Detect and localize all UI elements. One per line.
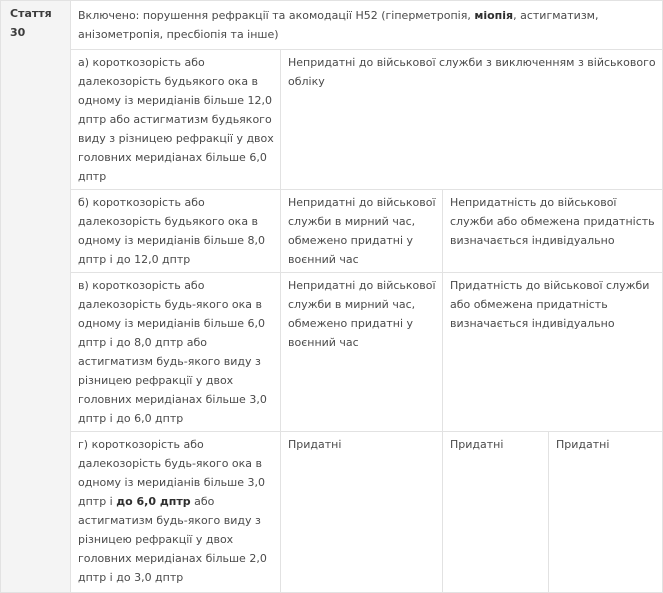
verdict-b-2: Непридатність до військової служби або обмежена придатність визначається індивідуально — [443, 190, 663, 273]
criterion-b: б) короткозорість або далекозорість будьякого ока в одному із меридіанів більше 8,0 дптр і до 12,0 дптр — [71, 190, 281, 273]
criterion-d-suffix: або астигматизм будь-якого виду з різницею рефракції у двох головних меридіанах більше 2,0 дптр і до 3,0 дптр — [78, 495, 267, 584]
intro-suffix: , астигматизм, анізометропія, пресбіопія та інше) — [78, 9, 599, 41]
verdict-d-1: Придатні — [281, 432, 443, 593]
intro-prefix: Включено: порушення рефракції та акомодації H52 (гіперметропія, — [78, 9, 475, 22]
criterion-d-bold: до 6,0 дптр — [116, 495, 191, 508]
verdict-d-2: Придатні — [443, 432, 549, 593]
table-row — [1, 432, 663, 593]
criterion-d — [71, 432, 281, 593]
table-row — [1, 273, 663, 432]
table-row — [1, 190, 663, 273]
intro-row — [1, 1, 663, 50]
verdict-d-3: Придатні — [549, 432, 663, 593]
verdict-c-1: Непридатні до військової служби в мирний час, обмежено придатні у воєнний час — [281, 273, 443, 432]
criterion-c: в) короткозорість або далекозорість будь-якого ока в одному із меридіанів більше 6,0 дптр і до 8,0 дптр або астигматизм будь-якого виду з різницею рефракції у двох головних меридіанах більше 3,0 дптр і до 6,0 дптр — [71, 273, 281, 432]
intro-cell — [71, 1, 663, 50]
table-row — [1, 50, 663, 190]
verdict-a: Непридатні до військової служби з виключенням з військового обліку — [281, 50, 663, 190]
verdict-b-1: Непридатні до військової служби в мирний час, обмежено придатні у воєнний час — [281, 190, 443, 273]
criterion-d-prefix: г) короткозорість або далекозорість будь-якого ока в одному із меридіанів більше 3,0 дптр і — [78, 438, 265, 508]
intro-bold: міопія — [474, 9, 514, 22]
verdict-c-2: Придатність до військової служби або обмежена придатність визначається індивідуально — [443, 273, 663, 432]
article-number-cell: Стаття 30 — [1, 1, 71, 593]
criterion-a: а) короткозорість або далекозорість будьякого ока в одному із меридіанів більше 12,0 дптр або астигматизм будьякого виду з різницею рефракції у двох головних меридіанах більше 6,0 дптр — [71, 50, 281, 190]
